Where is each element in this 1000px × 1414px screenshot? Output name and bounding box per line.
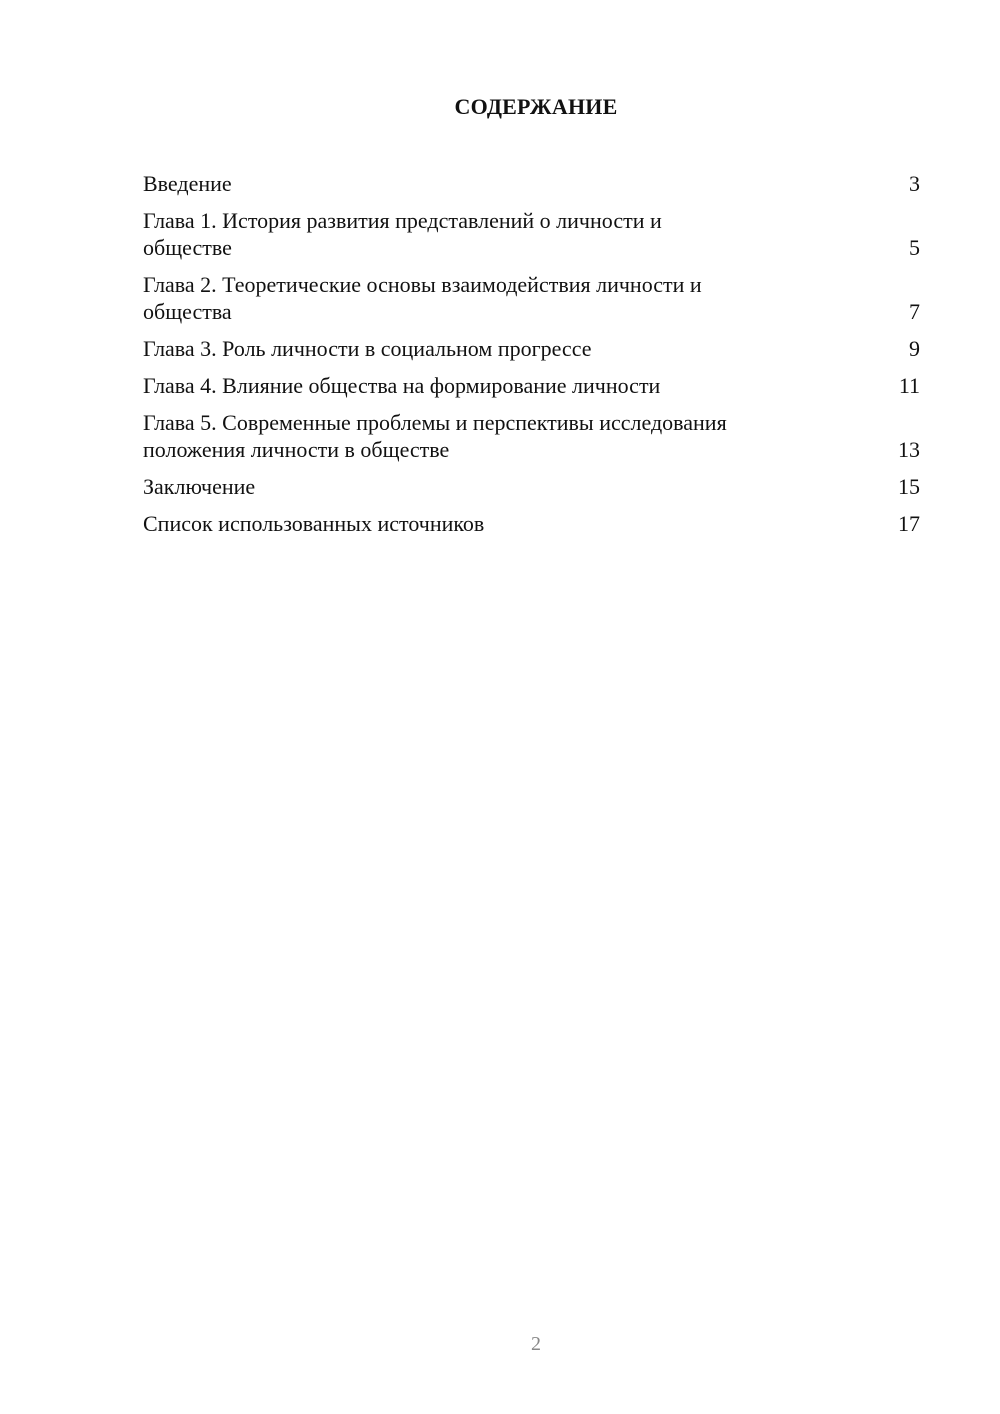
toc-entry-title: Глава 3. Роль личности в социальном прогрессе — [143, 336, 592, 361]
toc-entry-title: Заключение — [143, 474, 256, 499]
toc-entry-page: 9 — [909, 336, 920, 361]
toc-entry-chapter-1 — [143, 207, 920, 261]
toc-entry-chapter-2 — [143, 271, 920, 325]
toc-entry-references — [143, 510, 920, 537]
toc-entry-conclusion — [143, 473, 920, 500]
toc-entry-title: Глава 1. История развития представлений о личности и обществе — [143, 208, 662, 260]
toc-entry-page: 17 — [898, 511, 920, 536]
toc-entry-title: Глава 4. Влияние общества на формирование личности — [143, 373, 661, 398]
toc-entry-title: Введение — [143, 171, 232, 196]
table-of-contents — [143, 170, 920, 547]
toc-entry-page: 7 — [909, 299, 920, 324]
toc-entry-page: 11 — [898, 373, 920, 398]
toc-entry-title: Глава 5. Современные проблемы и перспективы исследования положения личности в обществе — [143, 410, 727, 462]
page-number: 2 — [531, 1333, 541, 1355]
toc-entry-title: Список использованных источников — [143, 511, 485, 536]
toc-entry-page: 13 — [898, 437, 920, 462]
toc-entry-chapter-5 — [143, 409, 920, 463]
toc-entry-page: 3 — [909, 171, 920, 196]
toc-entry-introduction — [143, 170, 920, 197]
toc-entry-page: 15 — [898, 474, 920, 499]
toc-entry-title: Глава 2. Теоретические основы взаимодействия личности и общества — [143, 272, 702, 324]
toc-entry-chapter-4 — [143, 372, 920, 399]
toc-entry-chapter-3 — [143, 335, 920, 362]
toc-entry-page: 5 — [909, 235, 920, 260]
toc-heading: СОДЕРЖАНИЕ — [454, 94, 618, 119]
